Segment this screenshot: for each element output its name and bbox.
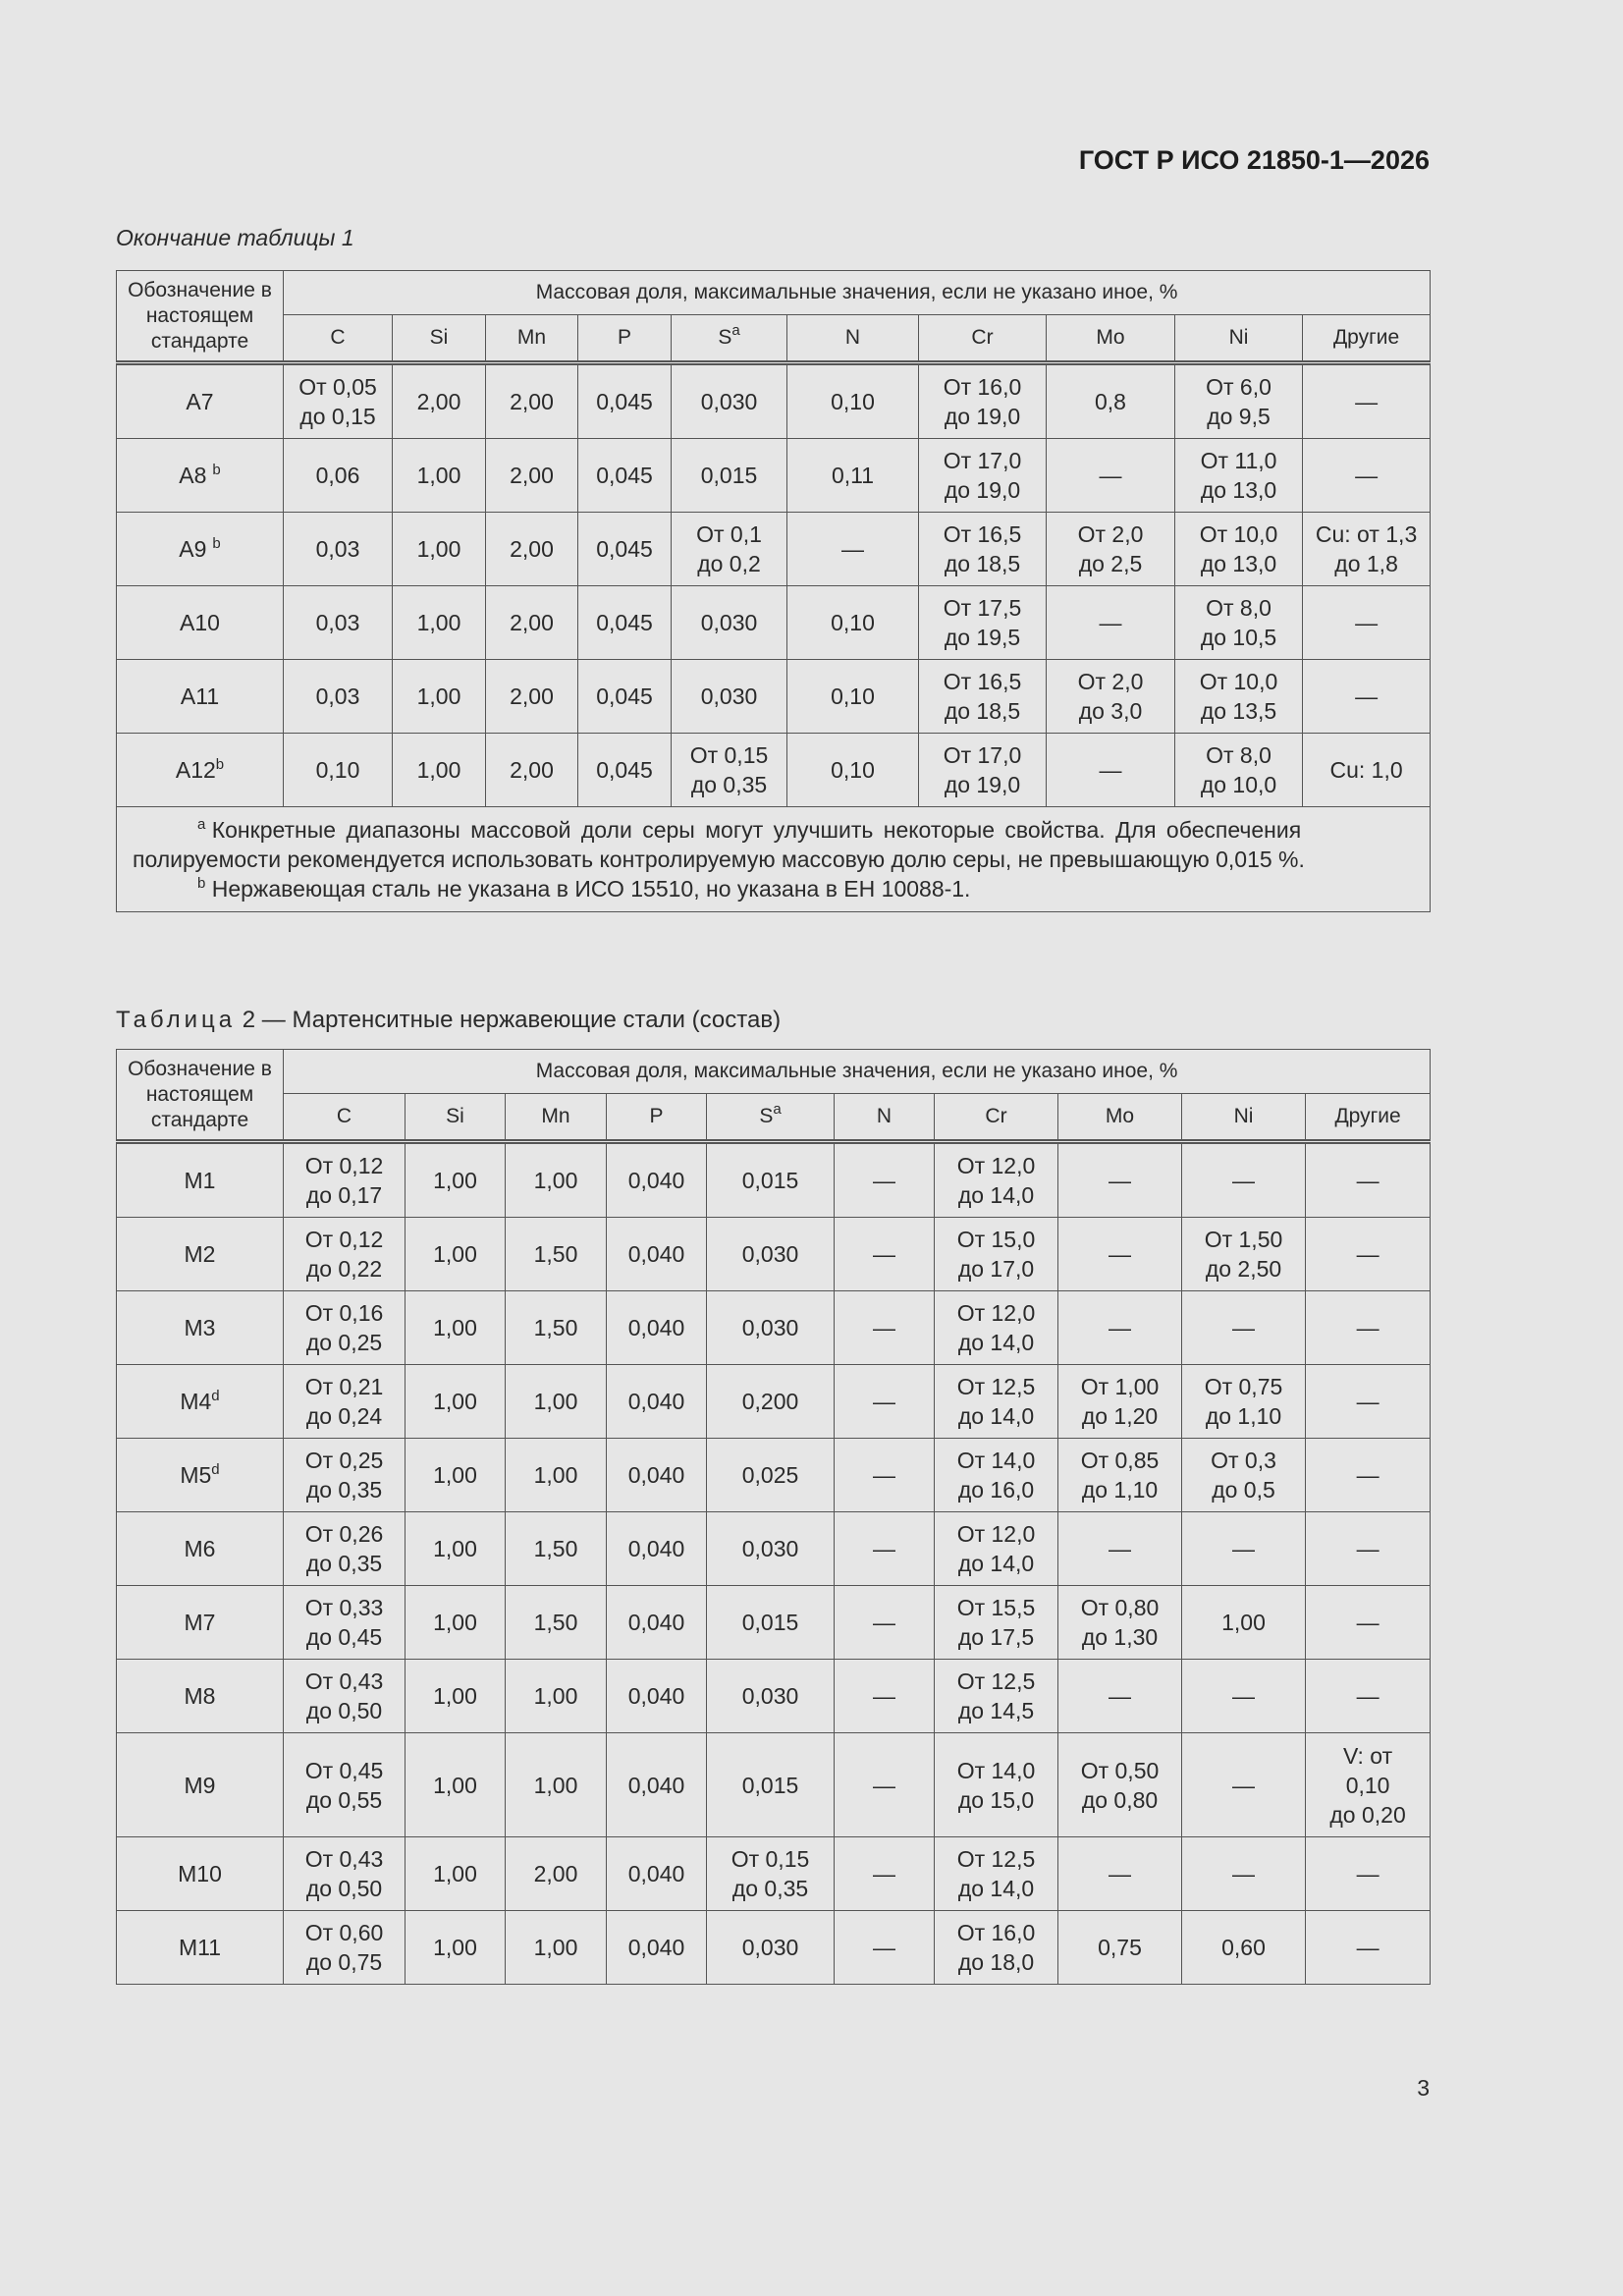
value-cell: 0,10	[787, 363, 919, 439]
value-cell: 2,00	[506, 1837, 607, 1911]
value-cell: 2,00	[486, 660, 578, 734]
footnote-a-line1: Конкретные диапазоны массовой доли серы могут улучшить некоторые свойства. Для обеспечения	[211, 817, 1302, 843]
grade-cell: M8	[117, 1660, 284, 1733]
value-cell: От 0,33 до 0,45	[284, 1586, 406, 1660]
value-cell: 1,00	[506, 1365, 607, 1439]
footnote-a-line2: полируемости рекомендуется использовать контролируемую массовую долю серы, не превышающую 0,015 %.	[133, 847, 1305, 872]
column-header: Другие	[1306, 1094, 1431, 1142]
value-cell: —	[1306, 1586, 1431, 1660]
column-header: N	[787, 315, 919, 363]
column-header: C	[284, 1094, 406, 1142]
value-cell: —	[787, 513, 919, 586]
value-cell: —	[1058, 1142, 1182, 1218]
value-cell: От 11,0 до 13,0	[1175, 439, 1303, 513]
value-cell: —	[1058, 1291, 1182, 1365]
value-cell: От 10,0 до 13,5	[1175, 660, 1303, 734]
grade-cell: M9	[117, 1733, 284, 1837]
value-cell: —	[1303, 586, 1431, 660]
value-cell: От 1,50 до 2,50	[1182, 1218, 1306, 1291]
table-2	[116, 1049, 1431, 1985]
table2-caption-word: Таблица	[116, 1007, 237, 1033]
value-cell: 0,040	[607, 1837, 707, 1911]
value-cell: От 2,0 до 3,0	[1047, 660, 1175, 734]
value-cell: 2,00	[486, 513, 578, 586]
column-header: Mo	[1047, 315, 1175, 363]
document-header: ГОСТ Р ИСО 21850-1—2026	[1078, 145, 1430, 175]
value-cell: —	[1182, 1733, 1306, 1837]
value-cell: От 16,0 до 18,0	[935, 1911, 1058, 1985]
column-header: Ni	[1175, 315, 1303, 363]
value-cell: —	[1058, 1837, 1182, 1911]
value-cell: —	[835, 1586, 935, 1660]
value-cell: —	[1306, 1512, 1431, 1586]
column-header: C	[284, 315, 393, 363]
value-cell: —	[835, 1512, 935, 1586]
value-cell: 0,030	[672, 586, 787, 660]
footnote-b-text: Нержавеющая сталь не указана в ИСО 15510, но указана в ЕН 10088-1.	[211, 876, 971, 902]
value-cell: От 0,60 до 0,75	[284, 1911, 406, 1985]
table-row	[117, 1837, 1431, 1911]
value-cell: От 16,5 до 18,5	[919, 513, 1047, 586]
designation-header: Обозначение в настоящем стандарте	[117, 271, 284, 363]
value-cell: —	[1058, 1218, 1182, 1291]
value-cell: 1,50	[506, 1218, 607, 1291]
value-cell: 0,75	[1058, 1911, 1182, 1985]
value-cell: 0,03	[284, 513, 393, 586]
column-header: P	[607, 1094, 707, 1142]
value-cell: 0,030	[672, 363, 787, 439]
value-cell: 0,040	[607, 1911, 707, 1985]
value-cell: От 0,1 до 0,2	[672, 513, 787, 586]
value-cell: 0,030	[672, 660, 787, 734]
footnote-ref: b	[212, 462, 221, 478]
value-cell: 1,00	[406, 1439, 506, 1512]
column-header: Si	[406, 1094, 506, 1142]
value-cell: —	[835, 1142, 935, 1218]
value-cell: —	[1303, 363, 1431, 439]
table-row	[117, 1660, 1431, 1733]
designation-header: Обозначение в настоящем стандарте	[117, 1050, 284, 1142]
value-cell: 0,040	[607, 1733, 707, 1837]
value-cell: —	[835, 1733, 935, 1837]
value-cell: От 12,0 до 14,0	[935, 1512, 1058, 1586]
value-cell: От 0,15 до 0,35	[707, 1837, 835, 1911]
value-cell: От 0,26 до 0,35	[284, 1512, 406, 1586]
value-cell: От 15,5 до 17,5	[935, 1586, 1058, 1660]
grade-cell: M3	[117, 1291, 284, 1365]
value-cell: От 10,0 до 13,0	[1175, 513, 1303, 586]
value-cell: 0,11	[787, 439, 919, 513]
value-cell: 1,00	[406, 1586, 506, 1660]
table-row	[117, 439, 1431, 513]
table1-caption: Окончание таблицы 1	[116, 225, 354, 250]
value-cell: От 17,0 до 19,0	[919, 734, 1047, 807]
column-header: Другие	[1303, 315, 1431, 363]
value-cell: —	[1047, 439, 1175, 513]
table-row	[117, 734, 1431, 807]
value-cell: —	[835, 1439, 935, 1512]
value-cell: 1,50	[506, 1291, 607, 1365]
value-cell: От 1,00 до 1,20	[1058, 1365, 1182, 1439]
value-cell: От 0,3 до 0,5	[1182, 1439, 1306, 1512]
value-cell: От 0,16 до 0,25	[284, 1291, 406, 1365]
value-cell: От 17,0 до 19,0	[919, 439, 1047, 513]
value-cell: 0,030	[707, 1291, 835, 1365]
grade-cell: M11	[117, 1911, 284, 1985]
value-cell: 1,00	[393, 586, 486, 660]
value-cell: 0,040	[607, 1439, 707, 1512]
value-cell: 1,00	[506, 1911, 607, 1985]
value-cell: 0,030	[707, 1911, 835, 1985]
value-cell: —	[1047, 734, 1175, 807]
value-cell: Cu: 1,0	[1303, 734, 1431, 807]
value-cell: 0,045	[578, 734, 672, 807]
value-cell: —	[1182, 1142, 1306, 1218]
value-cell: 1,00	[406, 1733, 506, 1837]
table-row	[117, 1439, 1431, 1512]
value-cell: От 0,80 до 1,30	[1058, 1586, 1182, 1660]
value-cell: 1,00	[406, 1365, 506, 1439]
column-header: Si	[393, 315, 486, 363]
value-cell: От 0,85 до 1,10	[1058, 1439, 1182, 1512]
value-cell: —	[1306, 1911, 1431, 1985]
value-cell: 1,00	[506, 1142, 607, 1218]
value-cell: 0,030	[707, 1660, 835, 1733]
table-row	[117, 1911, 1431, 1985]
value-cell: V: от 0,10 до 0,20	[1306, 1733, 1431, 1837]
value-cell: От 0,50 до 0,80	[1058, 1733, 1182, 1837]
value-cell: От 14,0 до 16,0	[935, 1439, 1058, 1512]
value-cell: 2,00	[486, 586, 578, 660]
value-cell: 1,00	[506, 1660, 607, 1733]
value-cell: —	[1306, 1837, 1431, 1911]
value-cell: 2,00	[486, 439, 578, 513]
value-cell: 1,00	[406, 1660, 506, 1733]
value-cell: 0,10	[284, 734, 393, 807]
footnote-ref: a	[731, 322, 740, 339]
value-cell: 1,00	[393, 734, 486, 807]
value-cell: 0,015	[672, 439, 787, 513]
value-cell: От 16,0 до 19,0	[919, 363, 1047, 439]
value-cell: 1,00	[393, 513, 486, 586]
value-cell: —	[835, 1218, 935, 1291]
footnote-ref: d	[211, 1388, 220, 1404]
value-cell: От 12,0 до 14,0	[935, 1142, 1058, 1218]
value-cell: —	[1058, 1660, 1182, 1733]
value-cell: —	[1182, 1660, 1306, 1733]
column-header: Cr	[935, 1094, 1058, 1142]
value-cell: 2,00	[486, 734, 578, 807]
value-cell: От 8,0 до 10,0	[1175, 734, 1303, 807]
grade-cell: M7	[117, 1586, 284, 1660]
value-cell: 0,015	[707, 1733, 835, 1837]
value-cell: От 0,75 до 1,10	[1182, 1365, 1306, 1439]
value-cell: 0,200	[707, 1365, 835, 1439]
footnote-ref: b	[212, 535, 221, 552]
grade-cell: M6	[117, 1512, 284, 1586]
value-cell: 1,00	[406, 1142, 506, 1218]
value-cell: 1,00	[406, 1218, 506, 1291]
table2-caption-rest: 2 — Мартенситные нержавеющие стали (состав)	[242, 1007, 782, 1033]
value-cell: От 12,5 до 14,0	[935, 1365, 1058, 1439]
value-cell: От 0,45 до 0,55	[284, 1733, 406, 1837]
grade-cell: A9 $^b$	[117, 513, 284, 586]
value-cell: —	[835, 1291, 935, 1365]
value-cell: 0,030	[707, 1512, 835, 1586]
table1-footnotes	[117, 807, 1431, 912]
footnote-ref: d	[211, 1461, 220, 1478]
value-cell: От 14,0 до 15,0	[935, 1733, 1058, 1837]
value-cell: —	[835, 1911, 935, 1985]
group-header: Массовая доля, максимальные значения, если не указано иное, %	[284, 271, 1431, 315]
value-cell: —	[1306, 1142, 1431, 1218]
value-cell: 1,00	[393, 439, 486, 513]
grade-cell: A7	[117, 363, 284, 439]
value-cell: —	[1306, 1365, 1431, 1439]
value-cell: 1,00	[406, 1291, 506, 1365]
grade-cell: A11	[117, 660, 284, 734]
value-cell: —	[835, 1660, 935, 1733]
grade-cell: A8 $^b$	[117, 439, 284, 513]
group-header: Массовая доля, максимальные значения, если не указано иное, %	[284, 1050, 1431, 1094]
value-cell: —	[835, 1365, 935, 1439]
grade-cell: M2	[117, 1218, 284, 1291]
value-cell: 1,50	[506, 1586, 607, 1660]
value-cell: От 0,05 до 0,15	[284, 363, 393, 439]
grade-cell: M4$^d$	[117, 1365, 284, 1439]
table-row	[117, 1142, 1431, 1218]
value-cell: —	[1182, 1837, 1306, 1911]
page-number: 3	[1417, 2075, 1430, 2101]
value-cell: —	[835, 1837, 935, 1911]
value-cell: 0,040	[607, 1586, 707, 1660]
value-cell: 0,8	[1047, 363, 1175, 439]
value-cell: —	[1303, 439, 1431, 513]
table-row	[117, 363, 1431, 439]
value-cell: 1,00	[406, 1837, 506, 1911]
column-header: Mn	[486, 315, 578, 363]
value-cell: 0,040	[607, 1660, 707, 1733]
column-header: Cr	[919, 315, 1047, 363]
value-cell: 0,045	[578, 660, 672, 734]
column-header: Mn	[506, 1094, 607, 1142]
grade-cell: A10	[117, 586, 284, 660]
value-cell: От 16,5 до 18,5	[919, 660, 1047, 734]
column-header: N	[835, 1094, 935, 1142]
value-cell: От 12,0 до 14,0	[935, 1291, 1058, 1365]
value-cell: 0,040	[607, 1365, 707, 1439]
value-cell: 2,00	[486, 363, 578, 439]
column-header: $S^a$	[707, 1094, 835, 1142]
value-cell: От 0,43 до 0,50	[284, 1837, 406, 1911]
footnote-ref: b	[215, 756, 225, 773]
table-row	[117, 513, 1431, 586]
value-cell: 0,06	[284, 439, 393, 513]
value-cell: 0,015	[707, 1586, 835, 1660]
grade-cell: M1	[117, 1142, 284, 1218]
value-cell: 1,00	[506, 1439, 607, 1512]
value-cell: —	[1182, 1512, 1306, 1586]
value-cell: 0,040	[607, 1291, 707, 1365]
table-row	[117, 586, 1431, 660]
table-row	[117, 1218, 1431, 1291]
table2-caption	[116, 1007, 781, 1034]
value-cell: От 15,0 до 17,0	[935, 1218, 1058, 1291]
value-cell: От 0,12 до 0,22	[284, 1218, 406, 1291]
value-cell: От 0,43 до 0,50	[284, 1660, 406, 1733]
value-cell: 0,015	[707, 1142, 835, 1218]
footnote-ref: a	[773, 1101, 782, 1118]
table-row	[117, 1733, 1431, 1837]
table-row	[117, 1291, 1431, 1365]
value-cell: 0,045	[578, 513, 672, 586]
value-cell: —	[1306, 1291, 1431, 1365]
value-cell: 0,030	[707, 1218, 835, 1291]
value-cell: —	[1058, 1512, 1182, 1586]
value-cell: 0,040	[607, 1512, 707, 1586]
grade-cell: M10	[117, 1837, 284, 1911]
table-row	[117, 1586, 1431, 1660]
column-header: P	[578, 315, 672, 363]
value-cell: 1,00	[1182, 1586, 1306, 1660]
value-cell: 0,03	[284, 586, 393, 660]
value-cell: От 6,0 до 9,5	[1175, 363, 1303, 439]
value-cell: 0,10	[787, 734, 919, 807]
table-row	[117, 660, 1431, 734]
value-cell: 0,60	[1182, 1911, 1306, 1985]
value-cell: 1,00	[393, 660, 486, 734]
value-cell: От 12,5 до 14,0	[935, 1837, 1058, 1911]
value-cell: —	[1182, 1291, 1306, 1365]
value-cell: 1,00	[406, 1911, 506, 1985]
value-cell: 0,03	[284, 660, 393, 734]
value-cell: 0,025	[707, 1439, 835, 1512]
value-cell: 1,00	[506, 1733, 607, 1837]
footnote-a-mark: a	[197, 816, 206, 833]
value-cell: 1,00	[406, 1512, 506, 1586]
value-cell: Cu: от 1,3 до 1,8	[1303, 513, 1431, 586]
value-cell: —	[1047, 586, 1175, 660]
value-cell: 0,040	[607, 1142, 707, 1218]
value-cell: От 2,0 до 2,5	[1047, 513, 1175, 586]
value-cell: От 8,0 до 10,5	[1175, 586, 1303, 660]
value-cell: От 0,25 до 0,35	[284, 1439, 406, 1512]
grade-cell: M5$^d$	[117, 1439, 284, 1512]
table-1	[116, 270, 1431, 912]
grade-cell: A12$^b$	[117, 734, 284, 807]
value-cell: —	[1303, 660, 1431, 734]
column-header: Ni	[1182, 1094, 1306, 1142]
value-cell: 0,10	[787, 586, 919, 660]
value-cell: От 17,5 до 19,5	[919, 586, 1047, 660]
value-cell: От 0,21 до 0,24	[284, 1365, 406, 1439]
footnote-b-mark: b	[197, 875, 206, 892]
value-cell: От 0,12 до 0,17	[284, 1142, 406, 1218]
value-cell: —	[1306, 1660, 1431, 1733]
value-cell: 1,50	[506, 1512, 607, 1586]
value-cell: 0,045	[578, 363, 672, 439]
value-cell: 0,10	[787, 660, 919, 734]
column-header: $S^a$	[672, 315, 787, 363]
value-cell: —	[1306, 1218, 1431, 1291]
value-cell: 0,045	[578, 586, 672, 660]
value-cell: От 12,5 до 14,5	[935, 1660, 1058, 1733]
value-cell: —	[1306, 1439, 1431, 1512]
table-row	[117, 1365, 1431, 1439]
value-cell: 0,040	[607, 1218, 707, 1291]
table-row	[117, 1512, 1431, 1586]
value-cell: 0,045	[578, 439, 672, 513]
value-cell: От 0,15 до 0,35	[672, 734, 787, 807]
value-cell: 2,00	[393, 363, 486, 439]
column-header: Mo	[1058, 1094, 1182, 1142]
